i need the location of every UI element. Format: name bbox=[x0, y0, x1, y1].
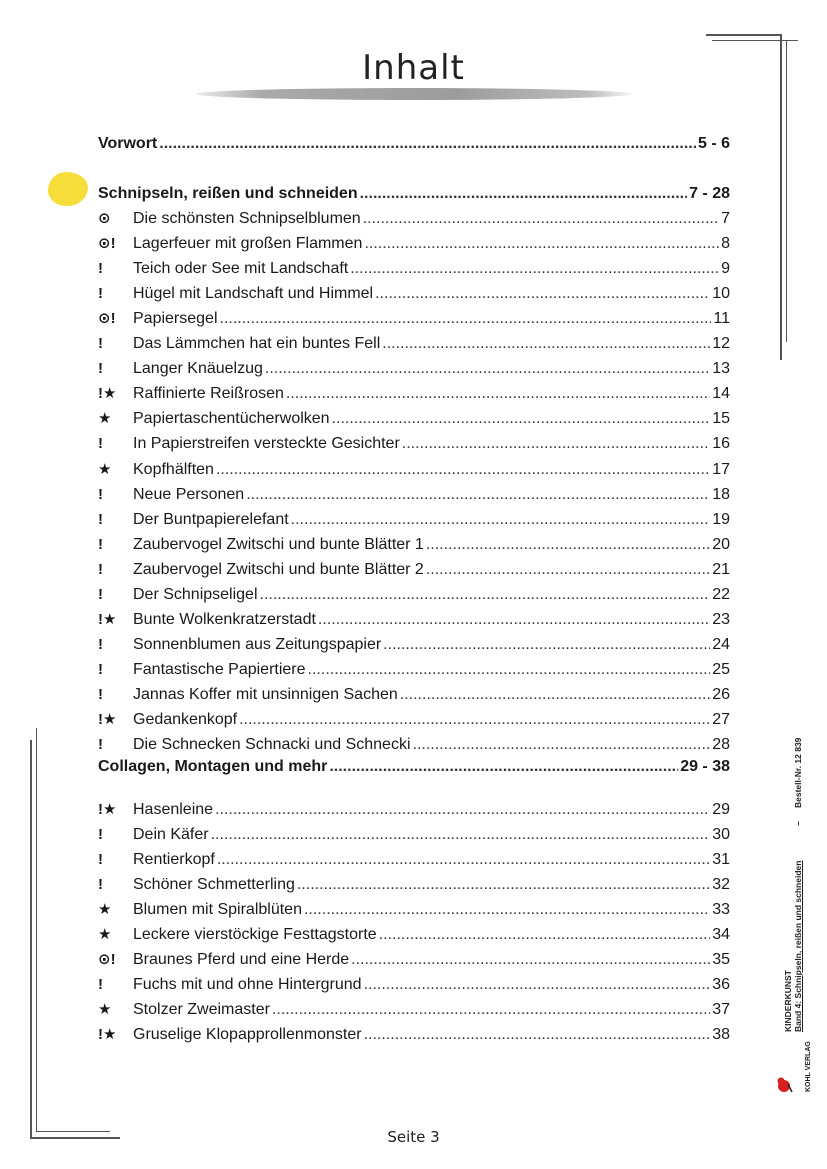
frame-line-left-vertical bbox=[30, 740, 32, 1138]
dot-leader bbox=[383, 633, 710, 657]
toc-entry-row bbox=[98, 432, 730, 456]
toc-entry-row bbox=[98, 407, 730, 431]
toc-entry-row bbox=[98, 823, 730, 847]
difficulty-symbols: ⊙! bbox=[98, 951, 116, 969]
toc-entry-row bbox=[98, 558, 730, 582]
entry-title: Rentierkopf bbox=[133, 851, 215, 869]
dot-leader bbox=[379, 923, 711, 947]
dot-leader bbox=[400, 683, 710, 707]
difficulty-symbols: ! bbox=[98, 585, 103, 603]
dot-leader bbox=[363, 207, 719, 231]
difficulty-symbols: ★ bbox=[98, 460, 112, 478]
entry-page: 32 bbox=[712, 876, 730, 894]
entry-page: 33 bbox=[712, 901, 730, 919]
entry-title: In Papierstreifen versteckte Gesichter bbox=[133, 435, 400, 453]
dot-leader bbox=[382, 332, 710, 356]
dot-leader bbox=[413, 733, 711, 757]
difficulty-symbols: ! bbox=[98, 510, 103, 528]
page-number: Seite 3 bbox=[387, 1128, 440, 1146]
entry-title: Sonnenblumen aus Zeitungspapier bbox=[133, 635, 382, 653]
side-band-title: Band 4: Schnipseln, reißen und schneiden bbox=[793, 860, 803, 1032]
toc-entry-row bbox=[98, 1023, 730, 1047]
difficulty-symbols: ! bbox=[98, 485, 103, 503]
section-pages: 29 - 38 bbox=[680, 758, 730, 775]
entry-page: 13 bbox=[712, 360, 730, 378]
toc-entry-row bbox=[98, 382, 730, 406]
dot-leader bbox=[350, 257, 719, 281]
entry-page: 16 bbox=[712, 435, 730, 453]
entry-title: Fantastische Papiertiere bbox=[133, 660, 306, 678]
difficulty-symbols: ★ bbox=[98, 410, 112, 428]
toc-entry-row bbox=[98, 282, 730, 306]
difficulty-symbols: ! bbox=[98, 876, 103, 894]
entry-page: 7 bbox=[721, 210, 730, 227]
toc-entry-row bbox=[98, 683, 730, 707]
toc-entry-row bbox=[98, 483, 730, 507]
frame-line-left-vertical-2 bbox=[36, 728, 37, 1132]
side-order-number: Bestell-Nr. 12 839 bbox=[793, 737, 803, 808]
dot-leader bbox=[260, 583, 711, 607]
difficulty-symbols: !★ bbox=[98, 711, 117, 728]
entry-title: Hasenleine bbox=[133, 801, 214, 818]
dot-leader bbox=[239, 708, 710, 732]
difficulty-symbols: ! bbox=[98, 435, 103, 453]
entry-page: 22 bbox=[712, 585, 730, 603]
dot-leader bbox=[426, 558, 710, 582]
difficulty-symbols: ! bbox=[98, 285, 103, 303]
entry-page: 36 bbox=[712, 976, 730, 994]
dot-leader bbox=[216, 458, 710, 482]
difficulty-symbols: ! bbox=[98, 660, 103, 678]
entry-title: Neue Personen bbox=[133, 485, 245, 503]
entry-title: Hügel mit Landschaft und Himmel bbox=[133, 285, 374, 303]
entry-page: 34 bbox=[712, 926, 730, 944]
difficulty-symbols: ! bbox=[98, 736, 103, 754]
toc-entry-row bbox=[98, 633, 730, 657]
difficulty-symbols: ⊙! bbox=[98, 235, 116, 253]
entry-title: Zaubervogel Zwitschi und bunte Blätter 1 bbox=[133, 535, 424, 553]
difficulty-symbols: ★ bbox=[98, 926, 112, 944]
toc-entry-row bbox=[98, 307, 730, 331]
difficulty-symbols: !★ bbox=[98, 610, 117, 628]
dot-leader bbox=[304, 898, 710, 922]
section-title: Collagen, Montagen und mehr bbox=[98, 758, 328, 775]
frame-line-top-right bbox=[706, 34, 780, 36]
difficulty-symbols: ! bbox=[98, 635, 103, 653]
dot-leader bbox=[159, 132, 696, 156]
entry-title: Der Buntpapierelefant bbox=[133, 510, 289, 528]
dot-leader bbox=[291, 508, 711, 532]
dot-leader bbox=[364, 232, 719, 256]
entry-title: Der Schnipseligel bbox=[133, 585, 258, 603]
toc-section-row bbox=[98, 182, 730, 206]
toc-entry-row bbox=[98, 798, 730, 822]
dot-leader bbox=[375, 282, 710, 306]
dot-leader bbox=[360, 182, 687, 206]
toc-entry-row bbox=[98, 948, 730, 972]
dot-leader bbox=[351, 948, 710, 972]
toc-entry-row bbox=[98, 998, 730, 1022]
toc-entry-row bbox=[98, 658, 730, 682]
toc-entry-row bbox=[98, 973, 730, 997]
entry-title: Dein Käfer bbox=[133, 826, 209, 844]
difficulty-symbols: ! bbox=[98, 360, 103, 378]
publisher-logo-icon bbox=[776, 1048, 794, 1100]
entry-title: Die schönsten Schnipselblumen bbox=[133, 210, 361, 227]
difficulty-symbols: ! bbox=[98, 851, 103, 869]
entry-page: 20 bbox=[712, 535, 730, 553]
toc-entry-row bbox=[98, 583, 730, 607]
entry-page: 14 bbox=[712, 385, 730, 403]
difficulty-symbols: ⊙ bbox=[98, 210, 111, 227]
difficulty-symbols: ! bbox=[98, 976, 103, 994]
toc-entry-row bbox=[98, 257, 730, 281]
difficulty-symbols: ! bbox=[98, 560, 103, 578]
toc-entry-row bbox=[98, 898, 730, 922]
toc-section-row bbox=[98, 132, 730, 156]
difficulty-symbols: ! bbox=[98, 260, 103, 278]
entry-title: Stolzer Zweimaster bbox=[133, 1001, 270, 1019]
dot-leader bbox=[402, 432, 710, 456]
entry-page: 12 bbox=[712, 335, 730, 353]
entry-page: 24 bbox=[712, 635, 730, 653]
entry-title: Zaubervogel Zwitschi und bunte Blätter 2 bbox=[133, 560, 424, 578]
entry-page: 19 bbox=[712, 510, 730, 528]
dot-leader bbox=[297, 873, 710, 897]
entry-title: Teich oder See mit Landschaft bbox=[133, 260, 349, 278]
section-pages: 5 - 6 bbox=[697, 135, 730, 152]
toc-entry-row bbox=[98, 923, 730, 947]
entry-page: 37 bbox=[712, 1001, 730, 1019]
entry-page: 11 bbox=[713, 310, 730, 328]
entry-title: Die Schnecken Schnacki und Schnecki bbox=[133, 736, 411, 754]
entry-page: 9 bbox=[721, 260, 730, 278]
section-title: Vorwort bbox=[98, 135, 158, 152]
toc-entry-row bbox=[98, 332, 730, 356]
entry-title: Papiertaschentücherwolken bbox=[133, 410, 330, 428]
toc-entry-row bbox=[98, 508, 730, 532]
toc-section-row bbox=[98, 755, 730, 779]
entry-title: Schöner Schmetterling bbox=[133, 876, 295, 894]
entry-page: 30 bbox=[712, 826, 730, 844]
entry-page: 26 bbox=[712, 685, 730, 703]
dot-leader bbox=[246, 483, 710, 507]
dot-leader bbox=[364, 973, 711, 997]
dot-leader bbox=[329, 755, 678, 779]
entry-title: Raffinierte Reißrosen bbox=[133, 385, 284, 403]
entry-title: Lagerfeuer mit großen Flammen bbox=[133, 235, 363, 253]
dot-leader bbox=[272, 998, 710, 1022]
entry-title: Das Lämmchen hat ein buntes Fell bbox=[133, 335, 381, 353]
dot-leader bbox=[211, 823, 711, 847]
entry-page: 8 bbox=[721, 235, 730, 253]
dot-leader bbox=[364, 1023, 711, 1047]
toc-entry-row bbox=[98, 848, 730, 872]
side-series-title: KINDERKUNST bbox=[783, 970, 793, 1032]
toc-entry-row bbox=[98, 458, 730, 482]
entry-title: Jannas Koffer mit unsinnigen Sachen bbox=[133, 685, 398, 703]
entry-title: Papiersegel bbox=[133, 310, 218, 328]
toc-entry-row bbox=[98, 357, 730, 381]
publisher-name: KOHL VERLAG bbox=[805, 1041, 812, 1092]
difficulty-symbols: ★ bbox=[98, 1001, 112, 1019]
entry-title: Leckere vierstöckige Festtagstorte bbox=[133, 926, 377, 944]
section-title: Schnipseln, reißen und schneiden bbox=[98, 185, 358, 202]
entry-page: 31 bbox=[712, 851, 730, 869]
entry-page: 38 bbox=[712, 1026, 730, 1044]
entry-title: Gedankenkopf bbox=[133, 711, 238, 728]
dot-leader bbox=[220, 307, 712, 331]
dot-leader bbox=[265, 357, 710, 381]
dot-leader bbox=[308, 658, 711, 682]
dot-leader bbox=[286, 382, 710, 406]
toc-entry-row bbox=[98, 207, 730, 231]
entry-page: 18 bbox=[712, 485, 730, 503]
section-marker-blob bbox=[48, 172, 88, 206]
dot-leader bbox=[426, 533, 710, 557]
toc-entry-row bbox=[98, 708, 730, 732]
entry-title: Braunes Pferd und eine Herde bbox=[133, 951, 350, 969]
dot-leader bbox=[217, 848, 710, 872]
toc-entry-row bbox=[98, 873, 730, 897]
entry-page: 25 bbox=[712, 660, 730, 678]
difficulty-symbols: !★ bbox=[98, 385, 117, 403]
entry-page: 17 bbox=[712, 460, 730, 478]
entry-title: Langer Knäuelzug bbox=[133, 360, 263, 378]
toc-entry-row bbox=[98, 608, 730, 632]
entry-page: 10 bbox=[712, 285, 730, 303]
page-title: Inhalt bbox=[362, 48, 465, 88]
entry-title: Fuchs mit und ohne Hintergrund bbox=[133, 976, 362, 994]
entry-page: 23 bbox=[712, 610, 730, 628]
entry-page: 35 bbox=[712, 951, 730, 969]
difficulty-symbols: ! bbox=[98, 826, 103, 844]
toc-entry-row bbox=[98, 733, 730, 757]
section-pages: 7 - 28 bbox=[689, 185, 730, 202]
entry-title: Bunte Wolkenkratzerstadt bbox=[133, 610, 316, 628]
entry-page: 27 bbox=[712, 711, 730, 728]
entry-title: Blumen mit Spiralblüten bbox=[133, 901, 302, 919]
entry-page: 28 bbox=[712, 736, 730, 754]
side-imprint bbox=[779, 716, 819, 1096]
dot-leader bbox=[318, 608, 710, 632]
entry-page: 15 bbox=[712, 410, 730, 428]
difficulty-symbols: ★ bbox=[98, 901, 112, 919]
title-brush-stroke bbox=[196, 88, 632, 100]
side-separator: – bbox=[793, 821, 803, 826]
difficulty-symbols: ⊙! bbox=[98, 310, 116, 328]
difficulty-symbols: ! bbox=[98, 685, 103, 703]
difficulty-symbols: ! bbox=[98, 335, 103, 353]
dot-leader bbox=[332, 407, 711, 431]
toc-entry-row bbox=[98, 533, 730, 557]
toc-entry-row bbox=[98, 232, 730, 256]
difficulty-symbols: ! bbox=[98, 535, 103, 553]
entry-title: Kopfhälften bbox=[133, 460, 214, 478]
dot-leader bbox=[215, 798, 710, 822]
entry-page: 21 bbox=[712, 560, 730, 578]
difficulty-symbols: !★ bbox=[98, 1026, 117, 1044]
entry-title: Gruselige Klopapprollenmonster bbox=[133, 1026, 362, 1044]
difficulty-symbols: !★ bbox=[98, 801, 117, 818]
entry-page: 29 bbox=[712, 801, 730, 818]
